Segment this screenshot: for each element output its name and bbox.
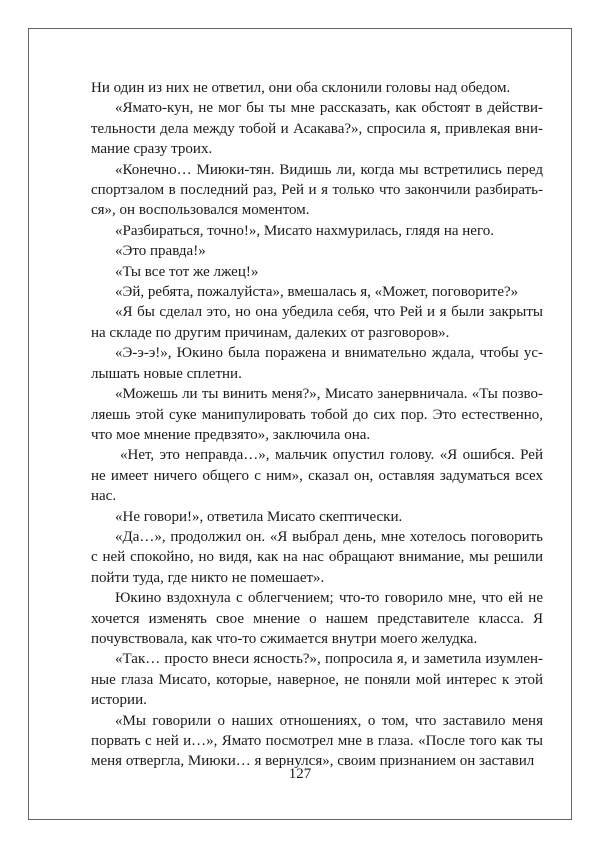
paragraph: «Я бы сделал это, но она убедила себя, что Рей и я были закрыты на складе по другим причинам, далеких от разговоров». <box>91 304 543 341</box>
paragraph: «Можешь ли ты винить меня?», Мисато занервничала. «Ты позволяешь этой суке манипулировать тобой до сих пор. Это естественно, что мое мнение предвзято», заключила она. <box>91 386 543 443</box>
paragraph: Юкино вздохнула с облегчением; что-то говорило мне, что ей не хочется изменять свое мнение о нашем представителе класса. Я почувствовала, как что-то сжимается внутри моего желудка. <box>91 590 543 647</box>
paragraph: «Мы говорили о наших отношениях, о том, что заставило меня порвать с ней и…», Ямато посмотрел мне в глаза. «После того как ты меня отвергла, Миюки… я вернулся», своим признанием он заставил <box>91 712 543 770</box>
paragraph: «Это правда!» <box>115 243 206 260</box>
paragraph: «Ты все тот же лжец!» <box>115 263 259 280</box>
paragraph: Ни один из них не ответил, они оба склонили головы над обедом. <box>91 80 511 96</box>
body-text <box>91 78 543 772</box>
paragraph: «Да…», продолжил он. «Я выбрал день, мне хотелось поговорить с ней спокойно, но видя, как на нас обращают внимание, мы решили пойти туда, где никто не помешает». <box>91 528 543 586</box>
paragraph: «Разбираться, точно!», Мисато нахмурилась, глядя на него. <box>115 222 494 239</box>
paragraph: «Не говори!», ответила Мисато скептически. <box>115 508 403 525</box>
page-number: 127 <box>288 766 312 782</box>
paragraph: «Нет, это неправда…», мальчик опустил голову. «Я ошибся. Рей не имеет ничего общего с ним», сказал он, оставляя задуматься всех нас. <box>91 447 543 505</box>
paragraph: «Эй, ребята, пожалуйста», вмешалась я, «Может, поговорите?» <box>115 284 519 301</box>
paragraph: «Ямато-кун, не мог бы ты мне рассказать, как обстоят в действительности дела между тобой и Асакава?», спросила я, привлекая внимание сразу троих. <box>91 100 543 158</box>
paragraph: «Так… просто внеси ясность?», попросила я, и заметила изумленные глаза Мисато, которые, наверное, не поняли мой интерес к этой истории. <box>91 651 543 709</box>
paragraph: «Конечно… Миюки-тян. Видишь ли, когда мы встретились перед спортзалом в последний раз, Рей и я только что закончили разбираться», он воспользовался моментом. <box>91 161 543 219</box>
paragraph: «Э-э-э!», Юкино была поражена и внимательно ждала, чтобы услышать новые сплетни. <box>91 345 543 382</box>
